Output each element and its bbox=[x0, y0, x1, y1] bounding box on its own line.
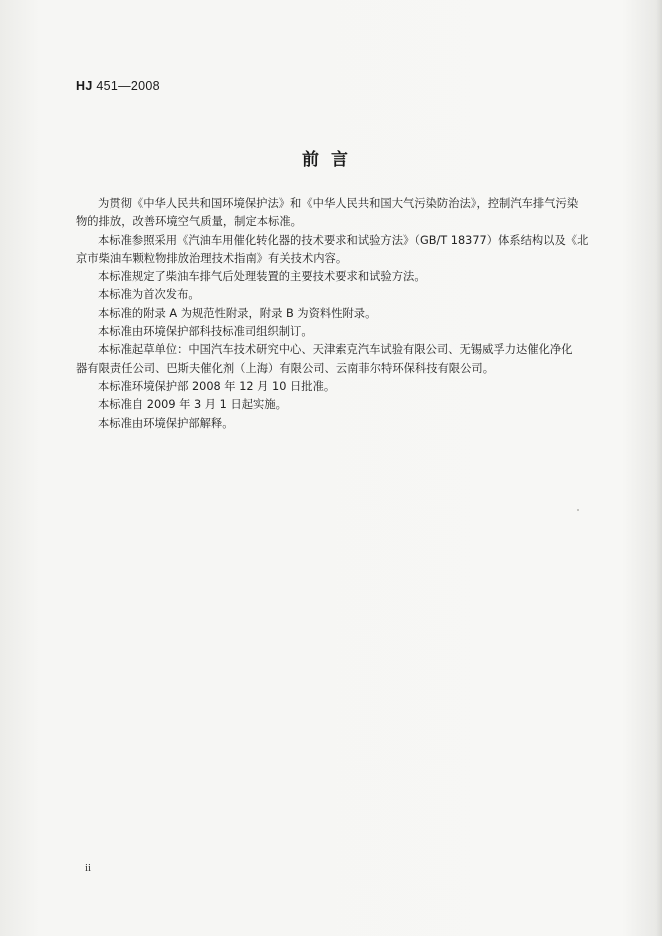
paragraph-line: 本标准为首次发布。 bbox=[98, 288, 200, 302]
paragraph-line: 物的排放，改善环境空气质量，制定本标准。 bbox=[76, 215, 302, 229]
page-edge-shadow bbox=[656, 0, 662, 936]
scan-speck bbox=[577, 509, 579, 511]
standard-number bbox=[76, 79, 160, 93]
paragraph-line: 本标准的附录 A 为规范性附录，附录 B 为资料性附录。 bbox=[98, 306, 377, 320]
paragraph-line: 为贯彻《中华人民共和国环境保护法》和《中华人民共和国大气污染防治法》，控制汽车排气污染 bbox=[98, 197, 579, 210]
paragraph-line: 本标准起草单位：中国汽车技术研究中心、天津索克汽车试验有限公司、无锡威孚力达催化净化 bbox=[98, 343, 573, 357]
paragraph-line: 本标准由环境保护部解释。 bbox=[98, 416, 234, 430]
page-title: 前言 bbox=[302, 150, 360, 170]
standard-code: 451—2008 bbox=[96, 79, 160, 93]
paragraph-line: 京市柴油车颗粒物排放治理技术指南》有关技术内容。 bbox=[76, 251, 348, 265]
paragraph-line: 本标准参照采用《汽油车用催化转化器的技术要求和试验方法》（GB/T 18377）体系结构以及《北 bbox=[98, 233, 589, 247]
paragraph-line: 本标准自 2009 年 3 月 1 日起实施。 bbox=[98, 398, 287, 412]
paragraph-line: 本标准环境保护部 2008 年 12 月 10 日批准。 bbox=[98, 379, 336, 393]
paragraph-line: 本标准由环境保护部科技标准司组织制订。 bbox=[98, 325, 313, 339]
standard-prefix: HJ bbox=[76, 79, 93, 93]
preface-body bbox=[76, 195, 600, 433]
page-number: ii bbox=[85, 862, 92, 874]
paragraph-line: 本标准规定了柴油车排气后处理装置的主要技术要求和试验方法。 bbox=[98, 270, 426, 284]
paragraph-line: 器有限责任公司、巴斯夫催化剂（上海）有限公司、云南菲尔特环保科技有限公司。 bbox=[76, 361, 494, 375]
